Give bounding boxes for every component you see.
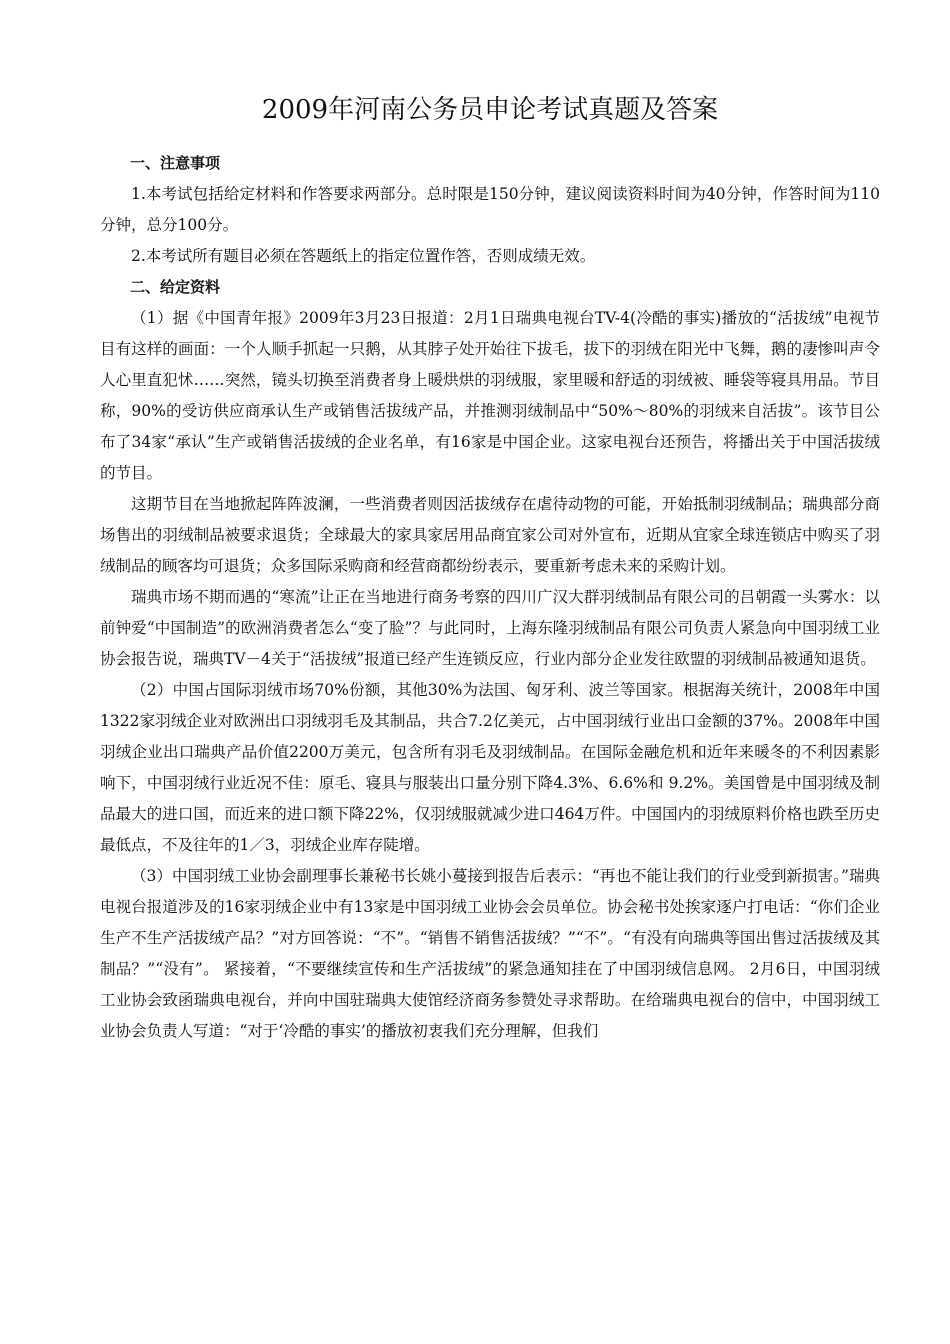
document-body <box>100 148 880 1047</box>
material-paragraph-3: 瑞典市场不期而遇的“寒流”让正在当地进行商务考察的四川广汉大群羽绒制品有限公司的吕朝霞一头雾水：以前钟爱“中国制造”的欧洲消费者怎么“变了脸”？与此同时，上海东隆羽绒制品有限公司负责人紧急向中国羽绒工业协会报告说，瑞典TV－4关于“活拔绒”报道已经产生连锁反应，行业内部分企业发往欧盟的羽绒制品被通知退货。 <box>100 588 880 668</box>
material-paragraph-2: 这期节目在当地掀起阵阵波澜，一些消费者则因活拔绒存在虐待动物的可能，开始抵制羽绒制品；瑞典部分商场售出的羽绒制品被要求退货；全球最大的家具家居用品商宜家公司对外宣布，近期从宜家全球连锁店中购买了羽绒制品的顾客均可退货；众多国际采购商和经营商都纷纷表示，要重新考虑未来的采购计划。 <box>100 495 880 575</box>
section-heading-materials: 二、给定资料 <box>130 278 221 296</box>
material-paragraph-1: （1）据《中国青年报》2009年3月23日报道：2月1日瑞典电视台TV-4(冷酷的事实)播放的“活拔绒”电视节目有这样的画面：一个人顺手抓起一只鹅，从其脖子处开始往下拔毛，拔下的羽绒在阳光中飞舞，鹅的凄惨叫声令人心里直犯怵……突然，镜头切换至消费者身上暖烘烘的羽绒服，家里暖和舒适的羽绒被、睡袋等寝具用品。节目称，90%的受访供应商承认生产或销售活拔绒产品，并推测羽绒制品中“50%～80%的羽绒来自活拔”。该节目公布了34家“承认”生产或销售活拔绒的企业名单，有16家是中国企业。这家电视台还预告，将播出关于中国活拔绒的节目。 <box>100 309 880 482</box>
document-title: 2009年河南公务员申论考试真题及答案 <box>261 95 719 125</box>
material-paragraph-4: （2）中国占国际羽绒市场70%份额，其他30%为法国、匈牙利、波兰等国家。根据海关统计，2008年中国1322家羽绒企业对欧洲出口羽绒羽毛及其制品，共合7.2亿美元，占中国羽绒行业出口金额的37%。2008年中国羽绒企业出口瑞典产品价值2200万美元，包含所有羽毛及羽绒制品。在国际金融危机和近年来暖冬的不利因素影响下，中国羽绒行业近况不佳：原毛、寝具与服装出口量分别下降4.3%、6.6%和 9.2%。美国曾是中国羽绒及制品最大的进口国，而近来的进口额下降22%，仅羽绒服就减少进口464万件。中国国内的羽绒原料价格也跌至历史最低点，不及往年的1／3，羽绒企业库存陡增。 <box>100 681 880 854</box>
section-heading-notes: 一、注意事项 <box>130 154 221 172</box>
material-paragraph-5: （3）中国羽绒工业协会副理事长兼秘书长姚小蔓接到报告后表示：“再也不能让我们的行业受到新损害。”瑞典电视台报道涉及的16家羽绒企业中有13家是中国羽绒工业协会会员单位。协会秘书处挨家逐户打电话：“你们企业生产不生产活拔绒产品？”对方回答说：“不”。“销售不销售活拔绒？”“不”。“有没有向瑞典等国出售过活拔绒及其制品？”“没有”。 紧接着，“不要继续宣传和生产活拔绒”的紧急通知挂在了中国羽绒信息网。 2月6日，中国羽绒工业协会致函瑞典电视台，并向中国驻瑞典大使馆经济商务参赞处寻求帮助。在给瑞典电视台的信中，中国羽绒工业协会负责人写道：“对于‘冷酷的事实’的播放初衷我们充分理解，但我们 <box>100 867 880 1040</box>
notes-item-2: 2.本考试所有题目必须在答题纸上的指定位置作答，否则成绩无效。 <box>131 247 596 265</box>
notes-item-1: 1.本考试包括给定材料和作答要求两部分。总时限是150分钟，建议阅读资料时间为40分钟，作答时间为110分钟，总分100分。 <box>100 185 880 234</box>
